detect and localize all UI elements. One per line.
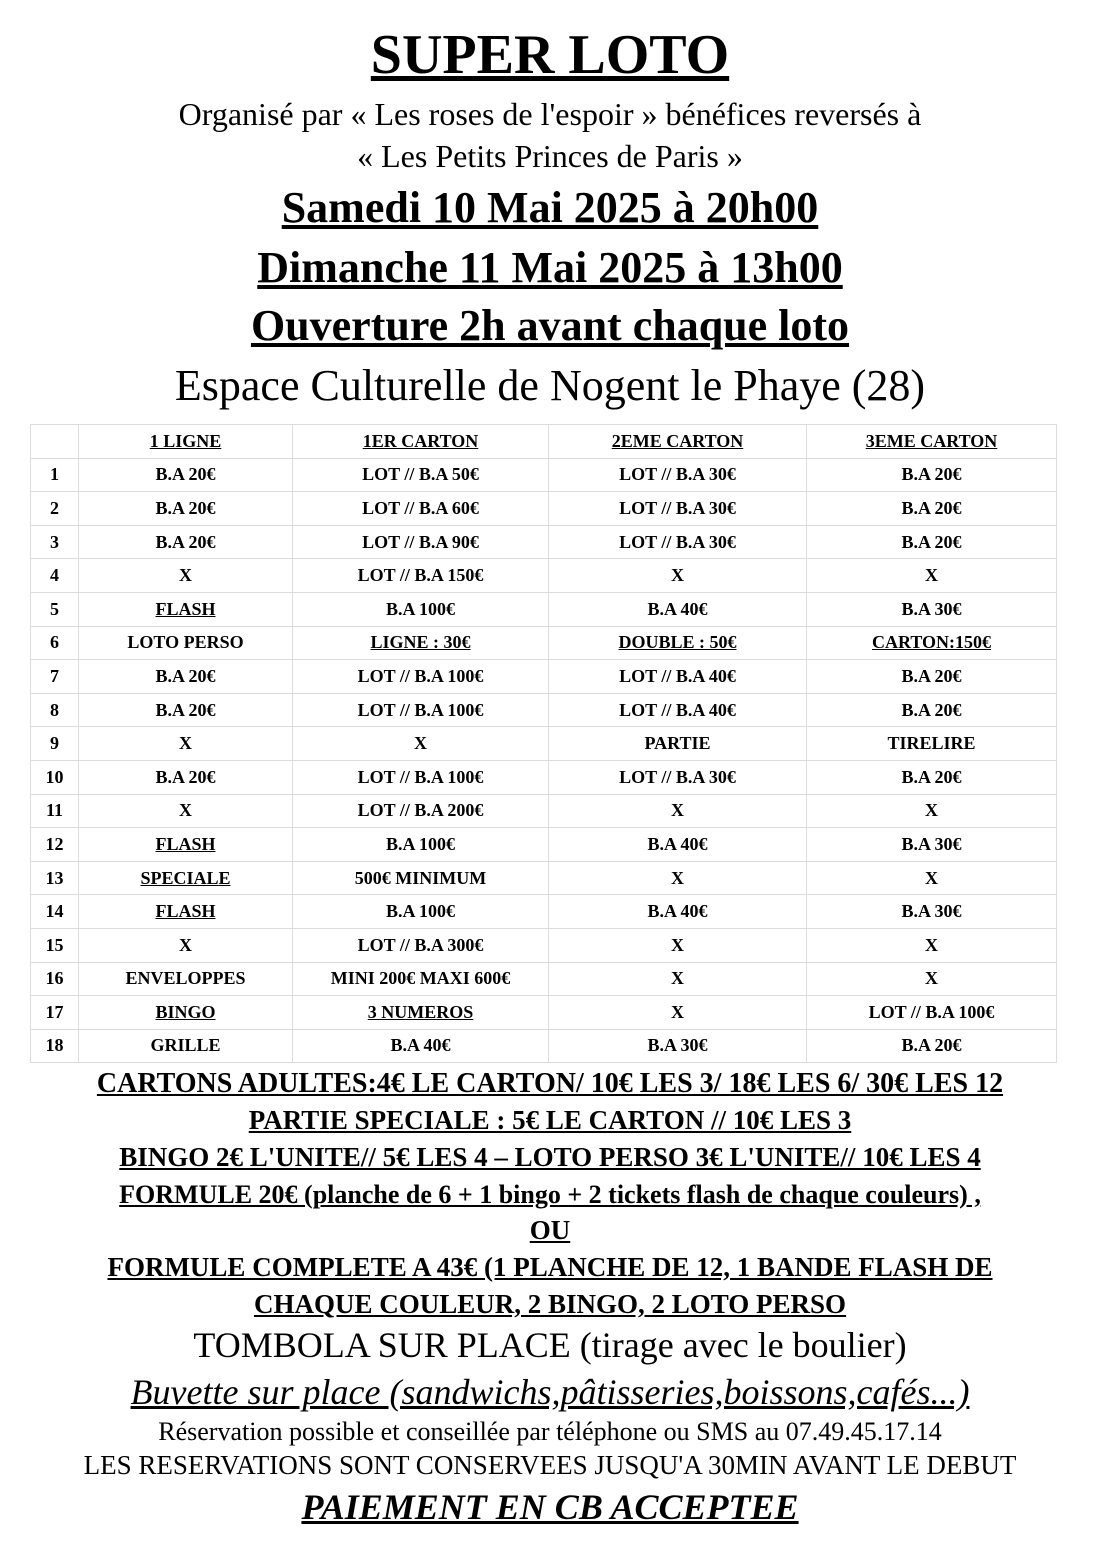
table-row	[31, 458, 1057, 492]
table-cell: B.A 20€	[79, 458, 293, 492]
table-row-number: 2	[31, 492, 79, 526]
table-cell: X	[549, 861, 807, 895]
table-cell: B.A 20€	[79, 693, 293, 727]
table-cell: B.A 40€	[293, 1029, 549, 1063]
table-row	[31, 760, 1057, 794]
page-title: SUPER LOTO	[370, 24, 730, 86]
price-formula-20: FORMULE 20€ (planche de 6 + 1 bingo + 2 tickets flash de chaque couleurs) ,	[119, 1180, 981, 1209]
table-row-number: 16	[31, 962, 79, 996]
table-header-cell: 1 LIGNE	[79, 425, 293, 459]
table-cell: X	[79, 794, 293, 828]
table-header-cell: 2EME CARTON	[549, 425, 807, 459]
table-row-number: 9	[31, 727, 79, 761]
table-cell: DOUBLE : 50€	[549, 626, 807, 660]
table-row	[31, 525, 1057, 559]
opening-time: Ouverture 2h avant chaque loto	[250, 301, 850, 350]
price-or: OU	[529, 1215, 571, 1245]
table-row	[31, 592, 1057, 626]
table-cell: MINI 200€ MAXI 600€	[293, 962, 549, 996]
table-cell: X	[549, 928, 807, 962]
table-row	[31, 962, 1057, 996]
table-cell: B.A 40€	[549, 592, 807, 626]
table-cell: X	[549, 962, 807, 996]
table-cell: X	[549, 559, 807, 593]
table-cell: GRILLE	[79, 1029, 293, 1063]
price-bingo-loto-perso: BINGO 2€ L'UNITE// 5€ LES 4 – LOTO PERSO 3€ L'UNITE// 10€ LES 4	[119, 1142, 981, 1172]
table-cell: B.A 30€	[549, 1029, 807, 1063]
table-cell: B.A 100€	[293, 592, 549, 626]
table-row	[31, 828, 1057, 862]
payment-note: PAIEMENT EN CB ACCEPTEE	[301, 1487, 799, 1527]
table-cell: 500€ MINIMUM	[293, 861, 549, 895]
table-row	[31, 996, 1057, 1030]
table-row	[31, 492, 1057, 526]
table-cell: LOT // B.A 30€	[549, 760, 807, 794]
table-cell: B.A 40€	[549, 828, 807, 862]
table-cell: B.A 20€	[807, 458, 1057, 492]
table-row-number: 17	[31, 996, 79, 1030]
table-header-cell: 1ER CARTON	[293, 425, 549, 459]
table-cell: X	[549, 794, 807, 828]
table-cell: SPECIALE	[79, 861, 293, 895]
table-row-number: 1	[31, 458, 79, 492]
prize-table	[30, 424, 1057, 1063]
table-cell: PARTIE	[549, 727, 807, 761]
table-cell: FLASH	[79, 895, 293, 929]
table-cell: LOT // B.A 30€	[549, 525, 807, 559]
table-cell: LOT // B.A 50€	[293, 458, 549, 492]
table-cell: B.A 20€	[807, 693, 1057, 727]
table-header-cell: 3EME CARTON	[807, 425, 1057, 459]
table-cell: FLASH	[79, 592, 293, 626]
table-row	[31, 660, 1057, 694]
reservation-info: Réservation possible et conseillée par téléphone ou SMS au 07.49.45.17.14	[158, 1417, 942, 1446]
price-special-game: PARTIE SPECIALE : 5€ LE CARTON // 10€ LES 3	[248, 1105, 852, 1135]
table-header-row	[31, 425, 1057, 459]
table-cell: LOT // B.A 100€	[807, 996, 1057, 1030]
table-cell: LOT // B.A 90€	[293, 525, 549, 559]
table-header-cell	[31, 425, 79, 459]
table-body	[31, 458, 1057, 1063]
table-cell: X	[807, 559, 1057, 593]
table-row-number: 5	[31, 592, 79, 626]
table-cell: LOT // B.A 30€	[549, 492, 807, 526]
organizer-line-2: « Les Petits Princes de Paris »	[357, 138, 743, 174]
table-cell: B.A 100€	[293, 828, 549, 862]
table-row-number: 8	[31, 693, 79, 727]
table-cell: X	[79, 559, 293, 593]
table-cell: LOT // B.A 40€	[549, 693, 807, 727]
table-row-number: 14	[31, 895, 79, 929]
table-row-number: 3	[31, 525, 79, 559]
table-cell: B.A 30€	[807, 592, 1057, 626]
table-row	[31, 727, 1057, 761]
table-cell: X	[79, 928, 293, 962]
table-row-number: 13	[31, 861, 79, 895]
table-row-number: 7	[31, 660, 79, 694]
table-cell: LOTO PERSO	[79, 626, 293, 660]
table-cell: X	[293, 727, 549, 761]
table-cell: B.A 20€	[807, 660, 1057, 694]
table-cell: X	[807, 962, 1057, 996]
tombola: TOMBOLA SUR PLACE (tirage avec le boulier)	[193, 1325, 907, 1365]
table-cell: LOT // B.A 40€	[549, 660, 807, 694]
table-cell: FLASH	[79, 828, 293, 862]
table-cell: B.A 100€	[293, 895, 549, 929]
table-row	[31, 559, 1057, 593]
table-cell: B.A 30€	[807, 828, 1057, 862]
table-row-number: 10	[31, 760, 79, 794]
table-row	[31, 928, 1057, 962]
table-cell: B.A 20€	[807, 492, 1057, 526]
venue: Espace Culturelle de Nogent le Phaye (28)	[174, 361, 926, 410]
table-cell: X	[549, 996, 807, 1030]
table-cell: CARTON:150€	[807, 626, 1057, 660]
table-cell: B.A 20€	[79, 525, 293, 559]
table-cell: B.A 20€	[79, 660, 293, 694]
date-saturday: Samedi 10 Mai 2025 à 20h00	[281, 183, 819, 232]
table-cell: BINGO	[79, 996, 293, 1030]
table-row-number: 6	[31, 626, 79, 660]
table-cell: LOT // B.A 60€	[293, 492, 549, 526]
table-cell: ENVELOPPES	[79, 962, 293, 996]
organizer-line-1: Organisé par « Les roses de l'espoir » bénéfices reversés à	[178, 96, 922, 132]
buvette: Buvette sur place (sandwichs,pâtisseries,boissons,cafés...)	[130, 1372, 970, 1412]
table-cell: X	[807, 794, 1057, 828]
table-cell: B.A 20€	[79, 760, 293, 794]
table-cell: B.A 20€	[807, 1029, 1057, 1063]
table-row	[31, 794, 1057, 828]
table-cell: X	[79, 727, 293, 761]
table-row	[31, 693, 1057, 727]
table-row-number: 15	[31, 928, 79, 962]
table-row-number: 4	[31, 559, 79, 593]
table-cell: LOT // B.A 100€	[293, 693, 549, 727]
table-cell: LIGNE : 30€	[293, 626, 549, 660]
table-cell: B.A 30€	[807, 895, 1057, 929]
table-cell: TIRELIRE	[807, 727, 1057, 761]
price-formula-complete-1: FORMULE COMPLETE A 43€ (1 PLANCHE DE 12, 1 BANDE FLASH DE	[107, 1252, 993, 1282]
table-row-number: 18	[31, 1029, 79, 1063]
table-row	[31, 1029, 1057, 1063]
table-cell: B.A 40€	[549, 895, 807, 929]
table-cell: LOT // B.A 300€	[293, 928, 549, 962]
date-sunday: Dimanche 11 Mai 2025 à 13h00	[257, 243, 843, 292]
table-cell: LOT // B.A 150€	[293, 559, 549, 593]
table-cell: LOT // B.A 30€	[549, 458, 807, 492]
table-cell: LOT // B.A 100€	[293, 660, 549, 694]
table-cell: LOT // B.A 200€	[293, 794, 549, 828]
price-formula-complete-2: CHAQUE COULEUR, 2 BINGO, 2 LOTO PERSO	[253, 1289, 847, 1319]
table-cell: X	[807, 928, 1057, 962]
table-row-number: 11	[31, 794, 79, 828]
table-cell: LOT // B.A 100€	[293, 760, 549, 794]
table-cell: 3 NUMEROS	[293, 996, 549, 1030]
table-cell: B.A 20€	[807, 525, 1057, 559]
table-cell: X	[807, 861, 1057, 895]
table-cell: B.A 20€	[79, 492, 293, 526]
table-row	[31, 626, 1057, 660]
table-row	[31, 861, 1057, 895]
table-row	[31, 895, 1057, 929]
table-row-number: 12	[31, 828, 79, 862]
reservation-note: LES RESERVATIONS SONT CONSERVEES JUSQU'A 30MIN AVANT LE DEBUT	[83, 1450, 1017, 1480]
table-cell: B.A 20€	[807, 760, 1057, 794]
price-adult-cards: CARTONS ADULTES:4€ LE CARTON/ 10€ LES 3/ 18€ LES 6/ 30€ LES 12	[96, 1068, 1004, 1099]
